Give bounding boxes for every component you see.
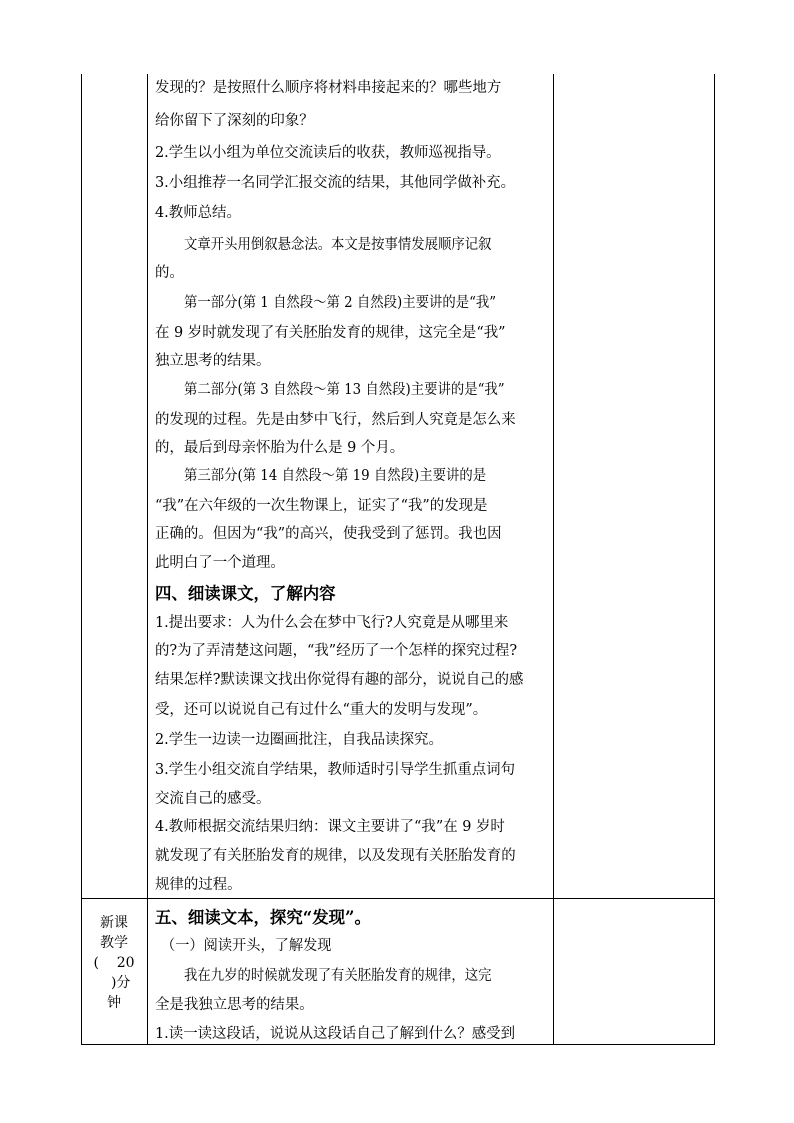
table-border-right	[714, 74, 715, 1045]
text-line: 4.教师总结。	[155, 205, 241, 221]
text-line: 的?为了弄清楚这问题，“我”经历了一个怎样的探究过程?	[155, 643, 518, 659]
text-line: 正确的。但因为“我”的高兴，使我受到了惩罚。我也因	[155, 526, 502, 542]
table-border-left	[81, 74, 82, 1045]
text-line: 交流自己的感受。	[155, 791, 271, 807]
row-label-line: ( 20	[93, 955, 135, 971]
text-line: 就发现了有关胚胎发育的规律，以及发现有关胚胎发育的	[155, 848, 516, 864]
text-line: 独立思考的结果。	[155, 353, 271, 369]
text-line: 发现的？是按照什么顺序将材料串接起来的？哪些地方	[155, 80, 502, 96]
text-line: 我在九岁的时候就发现了有关胚胎发育的规律，这完	[184, 968, 492, 984]
text-line: 1.读一读这段话，说说从这段话自己了解到什么？感受到	[155, 1026, 516, 1042]
table-row-divider	[81, 898, 715, 899]
row-label-line: 新课	[100, 915, 128, 931]
text-line: 第一部分(第 1 自然段～第 2 自然段)主要讲的是“我”	[184, 295, 497, 311]
text-line: 2.学生一边读一边圈画批注，自我品读探究。	[155, 732, 443, 748]
text-line: “我”在六年级的一次生物课上，证实了“我”的发现是	[155, 498, 488, 514]
row-label-line: )分	[97, 975, 131, 991]
text-line: 1.提出要求：人为什么会在梦中飞行?人究竟是从哪里来	[155, 615, 509, 631]
text-line: 2.学生以小组为单位交流读后的收获，教师巡视指导。	[155, 145, 501, 161]
section-heading: 四、细读课文，了解内容	[155, 584, 336, 603]
text-line: 结果怎样?默读课文找出你觉得有趣的部分，说说自己的感	[155, 672, 524, 688]
text-line: 第三部分(第 14 自然段～第 19 自然段)主要讲的是	[184, 468, 487, 484]
text-line: 的发现的过程。先是由梦中飞行，然后到人究竟是怎么来	[155, 412, 516, 428]
text-line: 在 9 岁时就发现了有关胚胎发育的规律，这完全是“我”	[155, 325, 506, 341]
table-border-bottom	[81, 1044, 715, 1045]
subsection-heading: （一）阅读开头，了解发现	[161, 938, 332, 954]
text-line: 4.教师根据交流结果归纳：课文主要讲了“我”在 9 岁时	[155, 819, 505, 835]
text-line: 规律的过程。	[155, 877, 242, 893]
text-line: 3.学生小组交流自学结果，教师适时引导学生抓重点词句	[155, 762, 516, 778]
section-heading: 五、细读文本，探究“发现”。	[155, 908, 371, 927]
text-line: 的，最后到母亲怀胎为什么是 9 个月。	[155, 440, 405, 456]
table-divider-1	[147, 74, 148, 1045]
row-label-cell	[81, 913, 147, 1013]
table-divider-2	[553, 74, 554, 1045]
text-line: 3.小组推荐一名同学汇报交流的结果，其他同学做补充。	[155, 175, 516, 191]
text-line: 全是我独立思考的结果。	[155, 997, 314, 1013]
text-line: 受，还可以说说自己有过什么“重大的发明与发现”。	[155, 702, 488, 718]
text-line: 的。	[155, 265, 184, 281]
row-label-line: 钟	[107, 995, 121, 1011]
text-line: 文章开头用倒叙悬念法。本文是按事情发展顺序记叙	[184, 237, 492, 253]
text-line: 给你留下了深刻的印象？	[155, 113, 314, 129]
text-line: 第二部分(第 3 自然段～第 13 自然段)主要讲的是“我”	[184, 382, 505, 398]
text-line: 此明白了一个道理。	[155, 555, 285, 571]
row-label-line: 教学	[100, 935, 128, 951]
